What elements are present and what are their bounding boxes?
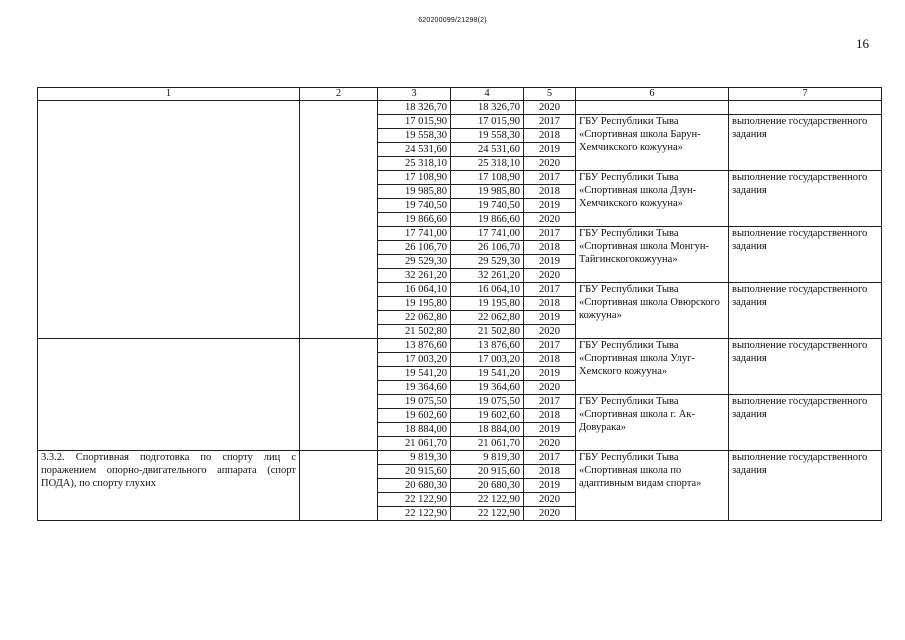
amount-cell: 19 866,60 <box>378 213 451 227</box>
column-header: 2 <box>300 88 378 101</box>
table-header-row <box>38 88 882 101</box>
column-header: 5 <box>524 88 576 101</box>
year-cell: 2017 <box>524 451 576 465</box>
year-cell: 2018 <box>524 353 576 367</box>
year-cell: 2019 <box>524 423 576 437</box>
organization-cell: ГБУ Республики Тыва «Спортивная школа Овюрского кожууна» <box>576 283 729 339</box>
amount-cell: 19 075,50 <box>378 395 451 409</box>
year-cell: 2018 <box>524 241 576 255</box>
amount-cell: 13 876,60 <box>378 339 451 353</box>
column-header: 6 <box>576 88 729 101</box>
column-2-cell <box>300 101 378 339</box>
amount-cell: 22 062,80 <box>378 311 451 325</box>
amount-cell: 17 741,00 <box>451 227 524 241</box>
year-cell: 2020 <box>524 325 576 339</box>
amount-cell: 29 529,30 <box>451 255 524 269</box>
amount-cell: 24 531,60 <box>451 143 524 157</box>
organization-cell: ГБУ Республики Тыва «Спортивная школа Монгун-Тайгинскогокожууна» <box>576 227 729 283</box>
organization-cell: ГБУ Республики Тыва «Спортивная школа Улуг-Хемского кожууна» <box>576 339 729 395</box>
amount-cell: 19 075,50 <box>451 395 524 409</box>
amount-cell: 22 062,80 <box>451 311 524 325</box>
amount-cell: 19 866,60 <box>451 213 524 227</box>
amount-cell: 19 364,60 <box>451 381 524 395</box>
amount-cell: 19 602,60 <box>378 409 451 423</box>
organization-cell: ГБУ Республики Тыва «Спортивная школа по адаптивным видам спорта» <box>576 451 729 521</box>
year-cell: 2017 <box>524 115 576 129</box>
amount-cell: 24 531,60 <box>378 143 451 157</box>
table-row <box>38 101 882 115</box>
amount-cell: 20 680,30 <box>451 479 524 493</box>
direction-cell <box>38 339 300 451</box>
amount-cell: 26 106,70 <box>451 241 524 255</box>
year-cell: 2019 <box>524 255 576 269</box>
amount-cell: 25 318,10 <box>378 157 451 171</box>
amount-cell: 17 003,20 <box>378 353 451 367</box>
year-cell: 2019 <box>524 311 576 325</box>
amount-cell: 16 064,10 <box>378 283 451 297</box>
result-cell: выполнение государственного задания <box>729 339 882 395</box>
amount-cell: 19 195,80 <box>378 297 451 311</box>
year-cell: 2017 <box>524 283 576 297</box>
amount-cell: 18 884,00 <box>378 423 451 437</box>
year-cell: 2018 <box>524 465 576 479</box>
document-id: 620200099/21298(2) <box>418 17 487 24</box>
direction-cell: 3.3.2. Спортивная подготовка по спорту лиц с поражением опорно-двигательного аппарата (спорт ПОДА), по спорту глухих <box>38 451 300 521</box>
amount-cell: 26 106,70 <box>378 241 451 255</box>
year-cell: 2018 <box>524 409 576 423</box>
amount-cell: 17 108,90 <box>378 171 451 185</box>
amount-cell: 20 680,30 <box>378 479 451 493</box>
amount-cell: 19 740,50 <box>451 199 524 213</box>
amount-cell: 19 541,20 <box>451 367 524 381</box>
year-cell: 2017 <box>524 171 576 185</box>
column-2-cell <box>300 339 378 451</box>
result-cell: выполнение государственного задания <box>729 395 882 451</box>
direction-cell <box>38 101 300 339</box>
year-cell: 2020 <box>524 213 576 227</box>
organization-cell: ГБУ Республики Тыва «Спортивная школа г. Ак-Довурака» <box>576 395 729 451</box>
result-cell: выполнение государственного задания <box>729 227 882 283</box>
page-number: 16 <box>856 36 869 51</box>
data-table <box>37 87 882 521</box>
amount-cell: 20 915,60 <box>451 465 524 479</box>
result-cell: выполнение государственного задания <box>729 451 882 521</box>
amount-cell: 18 884,00 <box>451 423 524 437</box>
year-cell: 2020 <box>524 269 576 283</box>
amount-cell: 18 326,70 <box>451 101 524 115</box>
amount-cell: 22 122,90 <box>451 507 524 521</box>
amount-cell: 19 602,60 <box>451 409 524 423</box>
table-row <box>38 339 882 353</box>
amount-cell: 18 326,70 <box>378 101 451 115</box>
amount-cell: 25 318,10 <box>451 157 524 171</box>
year-cell: 2020 <box>524 437 576 451</box>
column-header: 7 <box>729 88 882 101</box>
amount-cell: 9 819,30 <box>378 451 451 465</box>
amount-cell: 32 261,20 <box>451 269 524 283</box>
year-cell: 2017 <box>524 395 576 409</box>
amount-cell: 16 064,10 <box>451 283 524 297</box>
year-cell: 2019 <box>524 199 576 213</box>
year-cell: 2019 <box>524 367 576 381</box>
amount-cell: 19 558,30 <box>378 129 451 143</box>
amount-cell: 19 541,20 <box>378 367 451 381</box>
amount-cell: 21 061,70 <box>451 437 524 451</box>
amount-cell: 22 122,90 <box>378 507 451 521</box>
result-cell: выполнение государственного задания <box>729 115 882 171</box>
year-cell: 2019 <box>524 143 576 157</box>
amount-cell: 17 003,20 <box>451 353 524 367</box>
amount-cell: 32 261,20 <box>378 269 451 283</box>
amount-cell: 17 015,90 <box>451 115 524 129</box>
amount-cell: 19 985,80 <box>451 185 524 199</box>
organization-cell: ГБУ Республики Тыва «Спортивная школа Дзун-Хемчикского кожууна» <box>576 171 729 227</box>
amount-cell: 9 819,30 <box>451 451 524 465</box>
year-cell: 2017 <box>524 339 576 353</box>
column-2-cell <box>300 451 378 521</box>
amount-cell: 17 108,90 <box>451 171 524 185</box>
year-cell: 2020 <box>524 381 576 395</box>
year-cell: 2020 <box>524 493 576 507</box>
amount-cell: 19 558,30 <box>451 129 524 143</box>
column-header: 4 <box>451 88 524 101</box>
year-cell: 2018 <box>524 297 576 311</box>
column-header: 3 <box>378 88 451 101</box>
organization-cell: ГБУ Республики Тыва «Спортивная школа Барун-Хемчикского кожууна» <box>576 115 729 171</box>
year-cell: 2018 <box>524 185 576 199</box>
year-cell: 2019 <box>524 479 576 493</box>
table-row <box>38 451 882 465</box>
amount-cell: 22 122,90 <box>451 493 524 507</box>
organization-cell <box>576 101 729 115</box>
amount-cell: 13 876,60 <box>451 339 524 353</box>
year-cell: 2020 <box>524 157 576 171</box>
result-cell <box>729 101 882 115</box>
amount-cell: 21 502,80 <box>378 325 451 339</box>
amount-cell: 17 741,00 <box>378 227 451 241</box>
amount-cell: 19 364,60 <box>378 381 451 395</box>
year-cell: 2017 <box>524 227 576 241</box>
amount-cell: 17 015,90 <box>378 115 451 129</box>
year-cell: 2020 <box>524 101 576 115</box>
result-cell: выполнение государственного задания <box>729 171 882 227</box>
amount-cell: 29 529,30 <box>378 255 451 269</box>
amount-cell: 21 061,70 <box>378 437 451 451</box>
amount-cell: 19 195,80 <box>451 297 524 311</box>
amount-cell: 19 985,80 <box>378 185 451 199</box>
amount-cell: 19 740,50 <box>378 199 451 213</box>
result-cell: выполнение государственного задания <box>729 283 882 339</box>
amount-cell: 22 122,90 <box>378 493 451 507</box>
year-cell: 2018 <box>524 129 576 143</box>
year-cell: 2020 <box>524 507 576 521</box>
amount-cell: 20 915,60 <box>378 465 451 479</box>
amount-cell: 21 502,80 <box>451 325 524 339</box>
column-header: 1 <box>38 88 300 101</box>
